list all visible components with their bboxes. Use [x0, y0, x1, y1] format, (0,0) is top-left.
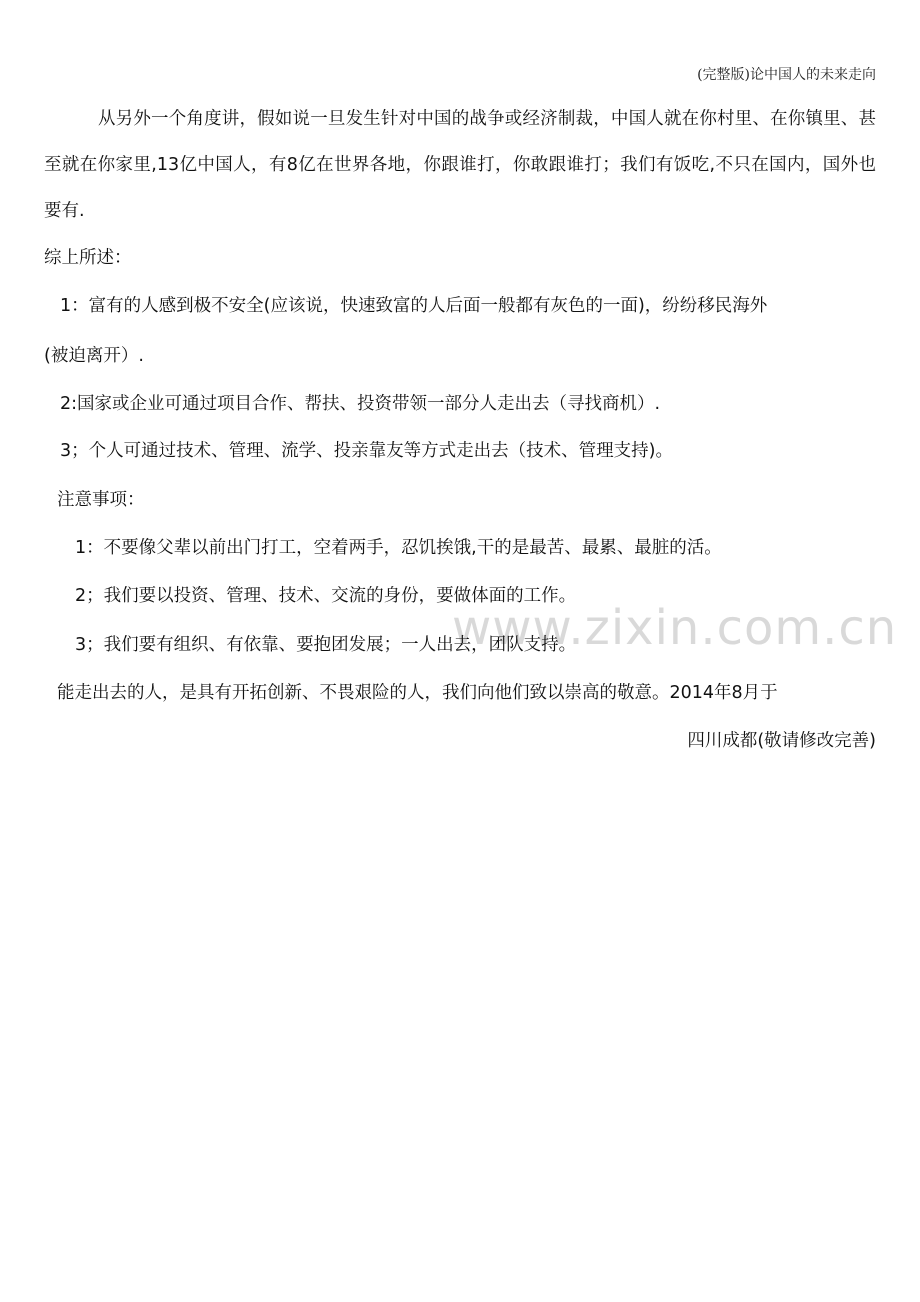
intro-paragraph: 从另外一个角度讲，假如说一旦发生针对中国的战争或经济制裁，中国人就在你村里、在你镇里、甚至就在你家里,13亿中国人，有8亿在世界各地，你跟谁打，你敢跟谁打；我们有饭吃,不只在国内，国外也要有.	[44, 109, 876, 221]
closing-line-2: 四川成都(敬请修改完善)	[687, 731, 876, 751]
notes-item-2: 2；我们要以投资、管理、技术、交流的身份，要做体面的工作。	[75, 586, 577, 606]
page-header-title: (完整版)论中国人的未来走向	[697, 67, 876, 83]
notes-heading: 注意事项：	[57, 490, 145, 510]
summary-heading: 综上所述：	[44, 248, 132, 268]
summary-item-2: 2:国家或企业可通过项目合作、帮扶、投资带领一部分人走出去（寻找商机）.	[60, 394, 661, 414]
watermark-text: www.zixin.com.cn	[452, 600, 898, 656]
summary-item-1-line1: 1：富有的人感到极不安全(应该说，快速致富的人后面一般都有灰色的一面)，纷纷移民海外	[60, 296, 768, 316]
notes-item-3: 3；我们要有组织、有依靠、要抱团发展；一人出去，团队支持。	[75, 635, 577, 655]
closing-line-1: 能走出去的人，是具有开拓创新、不畏艰险的人，我们向他们致以崇高的敬意。2014年8月于	[57, 683, 778, 703]
summary-item-3: 3；个人可通过技术、管理、流学、投亲靠友等方式走出去（技术、管理支持)。	[60, 441, 673, 461]
notes-item-1: 1：不要像父辈以前出门打工，空着两手，忍饥挨饿,干的是最苦、最累、最脏的活。	[75, 538, 722, 558]
summary-item-1-line2: (被迫离开）.	[44, 346, 144, 366]
